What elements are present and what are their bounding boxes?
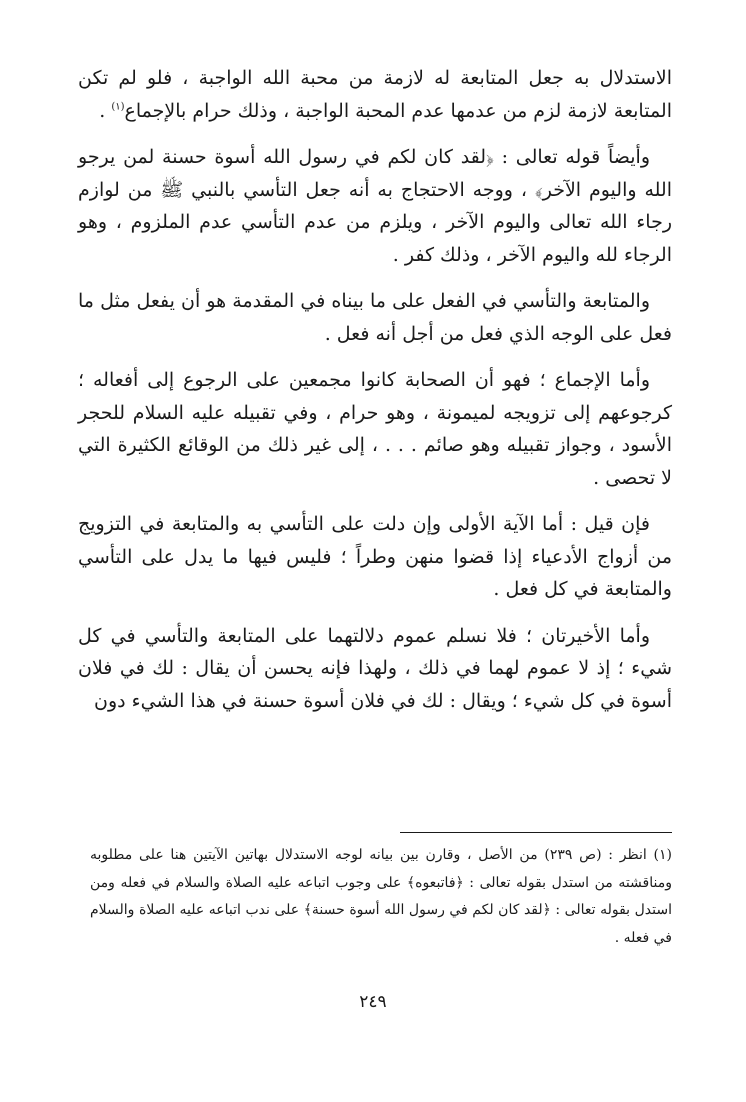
paragraph-3: والمتابعة والتأسي في الفعل على ما بيناه في المقدمة هو أن يفعل مثل ما فعل على الوجه الذي فعل من أجل أنه فعل . <box>78 290 672 345</box>
paragraph-1-text: الاستدلال به جعل المتابعة له لازمة من محبة الله الواجبة ، فلو لم تكن المتابعة لازمة لزم من عدمها عدم المحبة الواجبة ، وذلك حرام بالإجماع <box>78 67 672 122</box>
page-number: ٢٤٩ <box>359 992 387 1012</box>
paragraph-6: وأما الأخيرتان ؛ فلا نسلم عموم دلالتهما على المتابعة والتأسي في كل شيء ؛ إذ لا عموم لهما في ذلك ، ولهذا فإنه يحسن أن يقال : لك في فلان أسوة في كل شيء ؛ ويقال : لك في فلان أسوة حسنة في هذا الشيء دون <box>78 624 672 712</box>
paragraph-1 <box>78 62 672 127</box>
paragraph-2: وأيضاً قوله تعالى : ﴿لقد كان لكم في رسول الله أسوة حسنة لمن يرجو الله واليوم الآخر﴾ ، ووجه الاحتجاج به أنه جعل التأسي بالنبي ﷺ من لوازم رجاء الله تعالى واليوم الآخر ، ويلزم من عدم التأسي عدم الملزوم ، وهو الرجاء لله واليوم الآخر ، وذلك كفر . <box>78 146 672 266</box>
paragraph-4: وأما الإجماع ؛ فهو أن الصحابة كانوا مجمعين على الرجوع إلى أفعاله ؛ كرجوعهم إلى تزويجه لميمونة ، وهو حرام ، وفي تقبيله عليه السلام للحجر الأسود ، وجواز تقبيله وهو صائم . . . ، إلى غير ذلك من الوقائع الكثيرة التي لا تحصى . <box>78 369 672 489</box>
footnote-divider <box>400 832 672 833</box>
paragraph-5: فإن قيل : أما الآية الأولى وإن دلت على التأسي به والمتابعة في التزويج من أزواج الأدعياء إذا قضوا منهن وطراً ؛ فليس فيها ما يدل على التأسي والمتابعة في كل فعل . <box>78 513 672 600</box>
footnote: (١) انظر : (ص ٢٣٩) من الأصل ، وقارن بين بيانه لوجه الاستدلال بهاتين الآيتين هنا على مطلوبه ومناقشته من استدل بقوله تعالى : ﴿فاتبعوه﴾ على وجوب اتباعه عليه الصلاة والسلام في فعله ومن استدل بقوله تعالى : ﴿لقد كان لكم في رسول الله أسوة حسنة﴾ على ندب اتباعه عليه الصلاة والسلام في فعله . <box>90 847 672 946</box>
paragraph-1-tail: . <box>99 99 112 122</box>
main-text <box>78 62 672 731</box>
footnote-reference: (١) <box>111 101 125 113</box>
